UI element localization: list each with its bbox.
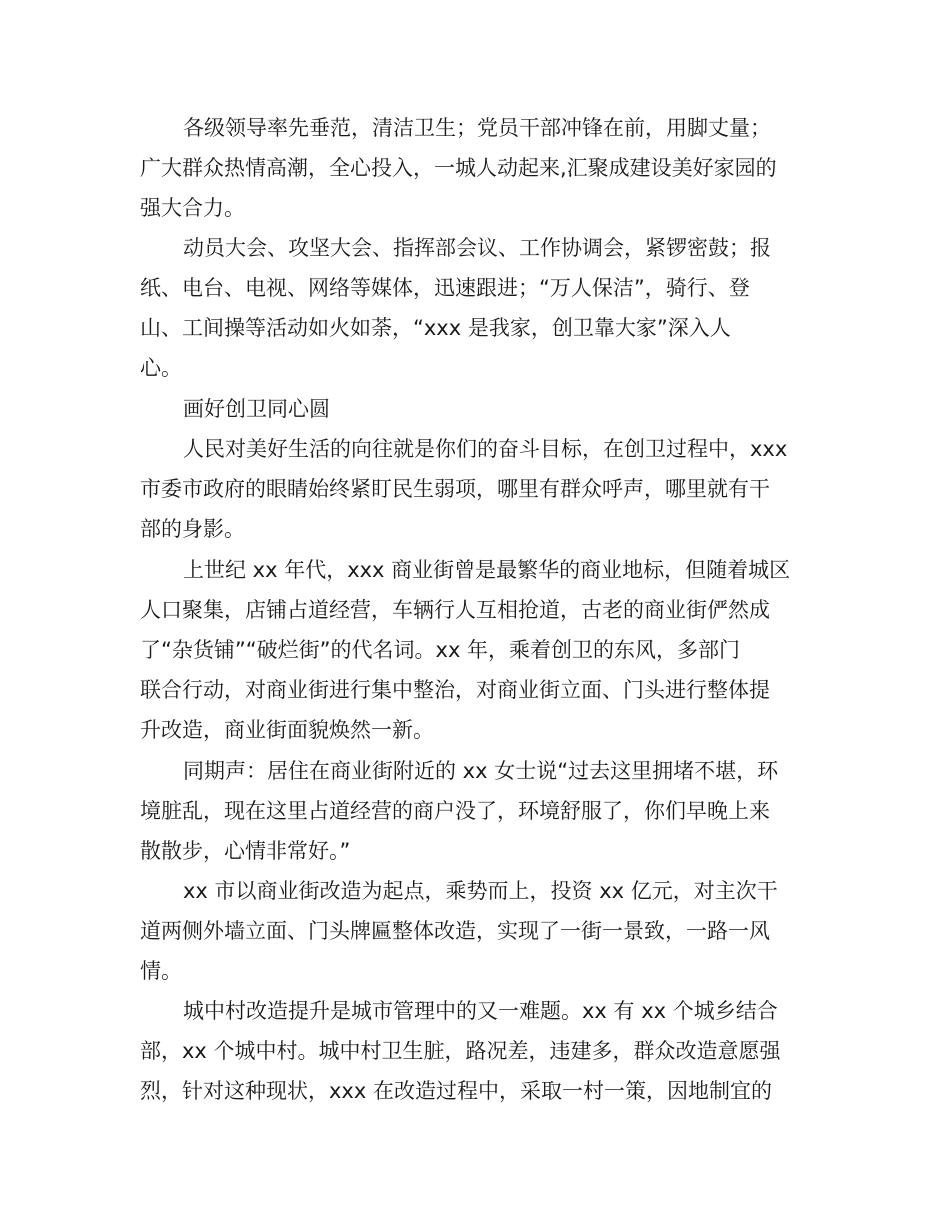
text-line: 了“杂货铺”“破烂街”的代名词。xx 年，乘着创卫的东风，多部门 [140, 638, 741, 662]
text-line: 人民对美好生活的向往就是你们的奋斗目标，在创卫过程中，xxx [183, 437, 788, 461]
text-line: 人口聚集，店铺占道经营，车辆行人互相抢道，古老的商业街俨然成 [140, 598, 770, 622]
text-line: 散散步，心情非常好。” [140, 839, 351, 863]
text-line: 同期声：居住在商业街附近的 xx 女士说“过去这里拥堵不堪，环 [183, 759, 779, 783]
text-line: 部的身影。 [140, 517, 245, 541]
text-line: 道两侧外墙立面、门头牌匾整体改造，实现了一街一景致，一路一风 [140, 919, 770, 943]
paragraph-leadership [140, 108, 830, 228]
text-line: 部，xx 个城中村。城中村卫生脏，路况差，违建多，群众改造意愿强 [140, 1039, 781, 1063]
text-line: 升改造，商业街面貌焕然一新。 [140, 718, 434, 742]
text-line: 强大合力。 [140, 196, 245, 220]
text-line: 各级领导率先垂范，清洁卫生；党员干部冲锋在前，用脚丈量； [183, 116, 771, 140]
paragraph-people [140, 429, 830, 549]
text-line: 山、工间操等活动如火如荼，“xxx 是我家，创卫靠大家”深入人 [140, 316, 731, 340]
text-line: 市委市政府的眼睛始终紧盯民生弱项，哪里有群众呼声，哪里就有干 [140, 477, 770, 501]
text-line: 上世纪 xx 年代，xxx 商业街曾是最繁华的商业地标，但随着城区 [183, 558, 791, 582]
text-line: 烈，针对这种现状，xxx 在改造过程中，采取一村一策，因地制宜的 [140, 1079, 772, 1103]
text-line: 情。 [140, 959, 182, 983]
section-heading [140, 389, 830, 429]
paragraph-renovation [140, 871, 830, 991]
section-title: 画好创卫同心圆 [183, 397, 330, 421]
paragraph-urban-village [140, 991, 830, 1111]
paragraph-mobilization [140, 228, 830, 388]
text-line: 城中村改造提升是城市管理中的又一难题。xx 有 xx 个城乡结合 [183, 999, 778, 1023]
text-line: 心。 [140, 356, 182, 380]
paragraph-quote [140, 751, 830, 871]
paragraph-commercial-street [140, 550, 830, 750]
text-line: 动员大会、攻坚大会、指挥部会议、工作协调会，紧锣密鼓；报 [183, 236, 771, 260]
text-line: 纸、电台、电视、网络等媒体，迅速跟进；“万人保洁”，骑行、登 [140, 276, 750, 300]
text-line: 联合行动，对商业街进行集中整治，对商业街立面、门头进行整体提 [140, 678, 770, 702]
text-line: 境脏乱，现在这里占道经营的商户没了，环境舒服了，你们早晚上来 [140, 799, 770, 823]
text-line: 广大群众热情高潮，全心投入，一城人动起来,汇聚成建设美好家园的 [140, 156, 777, 180]
text-line: xx 市以商业街改造为起点，乘势而上，投资 xx 亿元，对主次干 [183, 879, 778, 903]
